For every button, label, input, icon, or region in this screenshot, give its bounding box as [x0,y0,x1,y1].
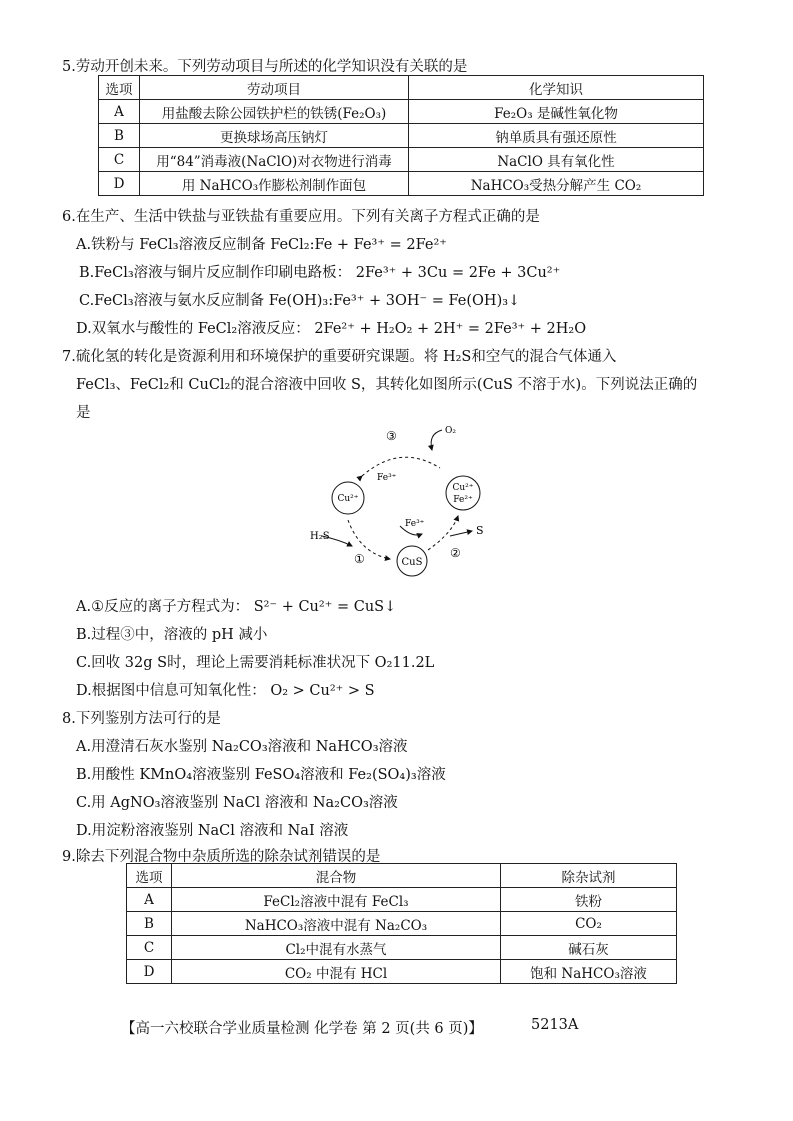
table-cell: D [127,960,172,984]
q6-option-c: C.FeCl₃溶液与氨水反应制备 Fe(OH)₃:Fe³⁺ + 3OH⁻ = Fe(OH)₃↓ [79,293,521,309]
fe3-top-label: Fe³⁺ [377,473,397,483]
q5-stem: 5.劳动开创未来。下列劳动项目与所述的化学知识没有关联的是 [62,59,468,75]
table-cell: C [99,148,140,172]
q8-option-a: A.用澄清石灰水鉴别 Na₂CO₃溶液和 NaHCO₃溶液 [76,739,408,755]
arc-step2 [428,516,458,550]
arrow-s [450,531,472,536]
table-cell: 钠单质具有强还原性 [409,124,704,148]
table-cell: NaClO 具有氧化性 [409,148,704,172]
table-cell: FeCl₂溶液中混有 FeCl₃ [172,888,501,912]
s-label: S [476,524,484,537]
arc-step3 [362,457,440,476]
table-cell: 碱石灰 [501,936,677,960]
q8-option-b: B.用酸性 KMnO₄溶液鉴别 FeSO₄溶液和 Fe₂(SO₄)₃溶液 [76,767,446,783]
table-cell: 饱和 NaHCO₃溶液 [501,960,677,984]
q9-stem: 9.除去下列混合物中杂质所选的除杂试剂错误的是 [62,849,381,865]
q6-option-b: B.FeCl₃溶液与铜片反应制作印刷电路板： 2Fe³⁺ + 3Cu = 2Fe + 3Cu²⁺ [79,265,561,281]
q7-option-b: B.过程③中，溶液的 pH 减小 [76,627,268,643]
q9-table [126,863,677,984]
q6-option-a: A.铁粉与 FeCl₃溶液反应制备 FeCl₂:Fe + Fe³⁺ = 2Fe²⁺ [76,237,447,253]
o2-label: O₂ [445,426,456,436]
h2s-label: H₂S [310,531,330,542]
q7-stem-line2: FeCl₃、FeCl₂和 CuCl₂的混合溶液中回收 S，其转化如图所示(CuS 不溶于水)。下列说法正确的 [76,377,698,393]
table-header-row [127,864,677,888]
table-row [127,960,677,984]
q5-table [98,75,704,196]
table-cell: Cl₂中混有水蒸气 [172,936,501,960]
table-row [99,124,704,148]
table-row [127,936,677,960]
table-row [99,100,704,124]
table-row [127,912,677,936]
table-cell: D [99,172,140,196]
table-header-cell: 选项 [127,864,172,888]
table-cell: 用 NaHCO₃作膨松剂制作面包 [140,172,409,196]
table-cell: B [99,124,140,148]
table-cell: Fe₂O₃ 是碱性氧化物 [409,100,704,124]
paper-code: 5213A [531,1017,579,1033]
table-cell: CO₂ [501,912,677,936]
table-row [127,888,677,912]
table-cell: 用盐酸去除公园铁护栏的铁锈(Fe₂O₃) [140,100,409,124]
table-cell: C [127,936,172,960]
q7-option-d: D.根据图中信息可知氧化性： O₂ > Cu²⁺ > S [76,683,375,699]
page-footer: 【高一六校联合学业质量检测 化学卷 第 2 页(共 6 页)】 [121,1021,483,1037]
table-header-cell: 化学知识 [409,76,704,100]
cu-label: Cu²⁺ [337,494,359,504]
table-cell: 更换球场高压钠灯 [140,124,409,148]
table-cell: 铁粉 [501,888,677,912]
cu-fe-label-1: Cu²⁺ [452,483,474,493]
q7-stem-line3: 是 [76,405,91,421]
table-header-cell: 劳动项目 [140,76,409,100]
table-cell: A [99,100,140,124]
step3-label: ③ [386,429,397,443]
q6-stem: 6.在生产、生活中铁盐与亚铁盐有重要应用。下列有关离子方程式正确的是 [62,209,540,225]
q8-option-d: D.用淀粉溶液鉴别 NaCl 溶液和 NaI 溶液 [76,823,349,839]
reaction-cycle-diagram [300,418,500,583]
table-header-row [99,76,704,100]
table-cell: B [127,912,172,936]
table-header-cell: 除杂试剂 [501,864,677,888]
table-cell: CO₂ 中混有 HCl [172,960,501,984]
fe3-mid-label: Fe³⁺ [405,519,425,529]
q6-option-d: D.双氧水与酸性的 FeCl₂溶液反应： 2Fe²⁺ + H₂O₂ + 2H⁺ = 2Fe³⁺ + 2H₂O [76,321,587,337]
table-row [99,148,704,172]
q8-option-c: C.用 AgNO₃溶液鉴别 NaCl 溶液和 Na₂CO₃溶液 [76,795,398,811]
q7-option-c: C.回收 32g S时，理论上需要消耗标准状况下 O₂11.2L [76,655,435,671]
cu-fe-label-2: Fe²⁺ [453,495,473,505]
table-cell: 用“84”消毒液(NaClO)对衣物进行消毒 [140,148,409,172]
table-cell: A [127,888,172,912]
step2-label: ② [450,546,461,560]
table-cell: NaHCO₃溶液中混有 Na₂CO₃ [172,912,501,936]
step1-label: ① [354,552,365,566]
arrow-o2 [431,430,442,450]
table-header-cell: 混合物 [172,864,501,888]
q7-option-a: A.①反应的离子方程式为： S²⁻ + Cu²⁺ = CuS↓ [76,599,397,615]
table-cell: NaHCO₃受热分解产生 CO₂ [409,172,704,196]
q8-stem: 8.下列鉴别方法可行的是 [62,711,221,727]
table-row [99,172,704,196]
table-header-cell: 选项 [99,76,140,100]
cus-label: CuS [401,557,423,568]
q7-stem-line1: 7.硫化氢的转化是资源利用和环境保护的重要研究课题。将 H₂S和空气的混合气体通入 [62,349,617,365]
